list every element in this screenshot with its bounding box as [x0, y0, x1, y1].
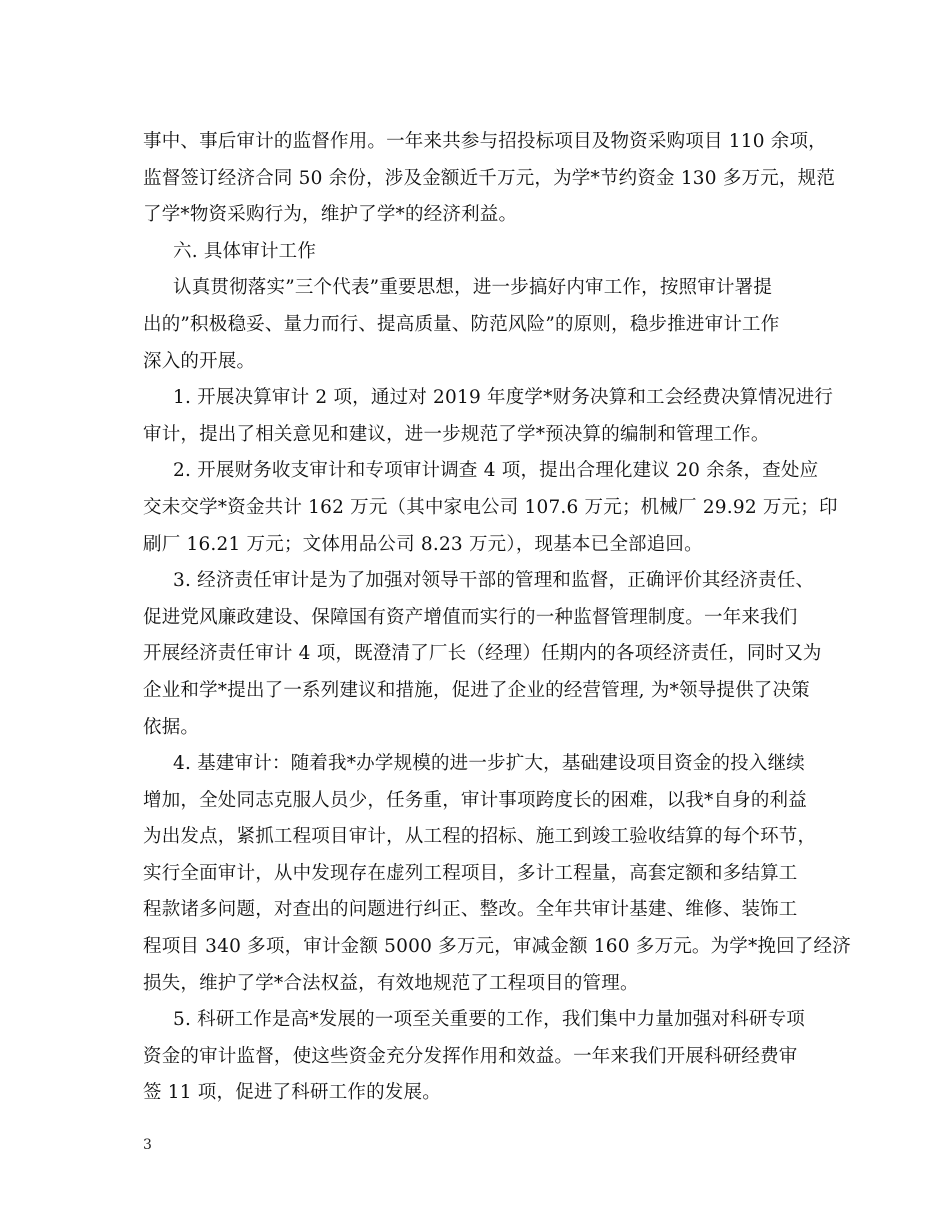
text-line: 企业和学*提出了一系列建议和措施，促进了企业的经营管理, 为*领导提供了决策 — [143, 679, 810, 701]
text-line: 审计，提出了相关意见和建议，进一步规范了学*预决算的编制和管理工作。 — [143, 423, 770, 445]
text-line: 程项目 340 多项，审计金额 5000 多万元，审减金额 160 多万元。为学*挽回了经济 — [143, 936, 851, 958]
text-line: 事中、事后审计的监督作用。一年来共参与招投标项目及物资采购项目 110 余项， — [143, 131, 827, 152]
text-line: 增加，全处同志克服人员少，任务重，审计事项跨度长的困难，以我*自身的利益 — [143, 789, 807, 811]
text-line: 3. 经济责任审计是为了加强对领导干部的管理和监督，正确评价其经济责任、 — [173, 570, 815, 592]
text-line: 交未交学*资金共计 162 万元（其中家电公司 107.6 万元；机械厂 29.92 万元；印 — [143, 496, 838, 518]
text-line: 1. 开展决算审计 2 项，通过对 2019 年度学*财务决算和工会经费决算情况进行 — [173, 387, 834, 409]
text-line: 资金的审计监督，使这些资金充分发挥作用和效益。一年来我们开展科研经费审 — [143, 1045, 798, 1067]
text-line: 促进党风廉政建设、保障国有资产增值而实行的一种监督管理制度。一年来我们 — [143, 606, 798, 628]
page-number: 3 — [143, 1137, 152, 1153]
text-line: 刷厂 16.21 万元；文体用品公司 8.23 万元），现基本已全部追回。 — [143, 533, 703, 555]
text-line: 程款诸多问题，对查出的问题进行纠正、整改。全年共审计基建、维修、装饰工 — [143, 899, 798, 921]
text-line: 损失，维护了学*合法权益，有效地规范了工程项目的管理。 — [143, 972, 639, 994]
text-line: 了学*物资采购行为，维护了学*的经济利益。 — [143, 204, 518, 226]
text-line: 签 11 项，促进了科研工作的发展。 — [143, 1082, 441, 1104]
text-line: 六. 具体审计工作 — [173, 240, 317, 262]
text-line: 监督签订经济合同 50 余份，涉及金额近千万元，为学*节约资金 130 多万元，规范 — [143, 167, 836, 189]
text-line: 开展经济责任审计 4 项，既澄清了厂长（经理）任期内的各项经济责任，同时又为 — [143, 643, 822, 665]
text-line: 5. 科研工作是高*发展的一项至关重要的工作，我们集中力量加强对科研专项 — [173, 1009, 805, 1031]
text-line: 4. 基建审计：随着我*办学规模的进一步扩大，基础建设项目资金的投入继续 — [173, 753, 805, 775]
text-line: 依据。 — [143, 716, 200, 738]
text-line: 深入的开展。 — [143, 350, 256, 372]
document-body — [143, 124, 851, 1112]
text-line: 出的”积极稳妥、量力而行、提高质量、防范风险”的原则，稳步推进审计工作 — [143, 313, 780, 335]
text-line: 认真贯彻落实”三个代表”重要思想，进一步搞好内审工作，按照审计署提 — [173, 277, 773, 299]
text-line: 实行全面审计，从中发现存在虚列工程项目，多计工程量，高套定额和多结算工 — [143, 862, 798, 884]
text-line: 2. 开展财务收支审计和专项审计调查 4 项，提出合理化建议 20 余条，查处应 — [173, 460, 819, 482]
text-line: 为出发点，紧抓工程项目审计，从工程的招标、施工到竣工验收结算的每个环节， — [143, 826, 817, 848]
